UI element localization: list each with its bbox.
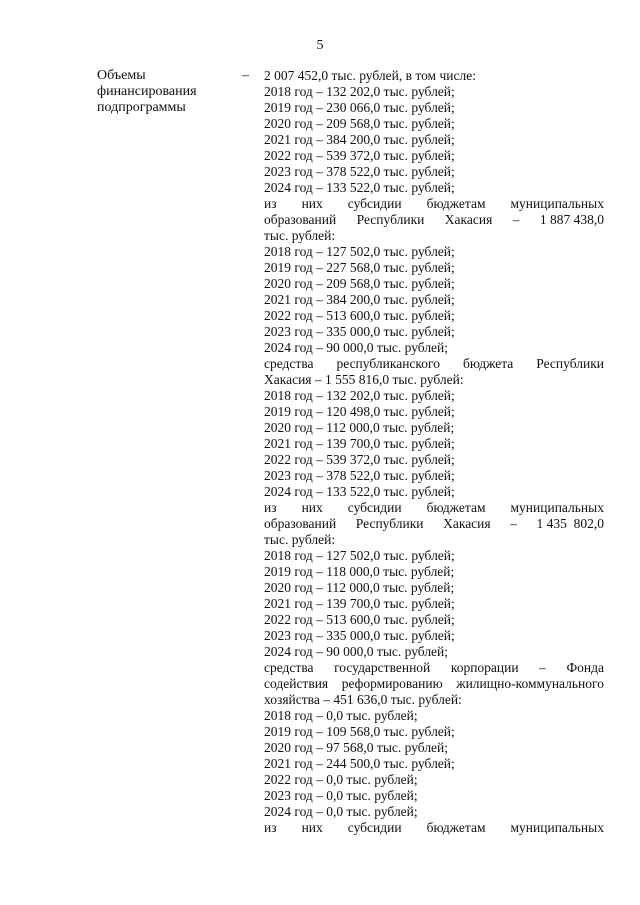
word: средства (264, 356, 314, 371)
word: муниципальных (510, 500, 604, 515)
intro-line: 2 007 452,0 тыс. рублей, в том числе: (264, 68, 476, 83)
year-line: 2019 год – 109 568,0 тыс. рублей; (264, 724, 455, 739)
subsidy-heading-line: тыс. рублей: (264, 228, 336, 243)
page-number: 5 (316, 38, 324, 53)
year-line: 2020 год – 209 568,0 тыс. рублей; (264, 276, 455, 291)
word: Республики (356, 212, 425, 227)
word: государственной (334, 660, 431, 675)
word: – (510, 516, 517, 531)
subsidy-heading-line: тыс. рублей: (264, 532, 336, 547)
word: них (301, 820, 323, 835)
subsidy-heading-line (264, 196, 604, 212)
year-line: 2023 год – 0,0 тыс. рублей; (264, 788, 418, 803)
year-line: 2018 год – 132 202,0 тыс. рублей; (264, 84, 455, 99)
word: содействия (264, 676, 329, 691)
word: образований (264, 516, 337, 531)
word: Фонда (566, 660, 604, 675)
year-line: 2021 год – 384 200,0 тыс. рублей; (264, 132, 455, 147)
word: муниципальных (510, 196, 604, 211)
word: 1 435 802,0 (536, 516, 604, 531)
subsidy-years-list (264, 548, 604, 660)
year-line: 2024 год – 90 000,0 тыс. рублей; (264, 340, 449, 355)
year-line: 2022 год – 513 600,0 тыс. рублей; (264, 612, 455, 627)
year-line: 2019 год – 227 568,0 тыс. рублей; (264, 260, 455, 275)
year-line: 2020 год – 112 000,0 тыс. рублей; (264, 420, 455, 435)
fund-heading-line: хозяйства – 451 636,0 тыс. рублей: (264, 692, 462, 707)
year-line: 2018 год – 127 502,0 тыс. рублей; (264, 244, 455, 259)
year-line: 2018 год – 127 502,0 тыс. рублей; (264, 548, 455, 563)
republic-years-list (264, 388, 604, 500)
word: бюджета (462, 356, 514, 371)
label-line: финансирования (97, 84, 197, 99)
word: – (512, 212, 520, 227)
year-line: 2019 год – 230 066,0 тыс. рублей; (264, 100, 455, 115)
republic-budget-heading-line: Хакасия – 1 555 816,0 тыс. рублей: (264, 372, 464, 387)
year-line: 2024 год – 133 522,0 тыс. рублей; (264, 180, 455, 195)
word: муниципальных (510, 820, 604, 835)
fund-heading-line (264, 660, 604, 676)
label-line: подпрограммы (97, 100, 186, 115)
year-line: 2024 год – 90 000,0 тыс. рублей; (264, 644, 449, 659)
word: средства (264, 660, 314, 675)
word: корпорации (450, 660, 519, 675)
year-line: 2023 год – 335 000,0 тыс. рублей; (264, 628, 455, 643)
word: Хакасия (443, 516, 491, 531)
word: образований (264, 212, 337, 227)
section-label (97, 68, 237, 116)
year-line: 2022 год – 513 600,0 тыс. рублей; (264, 308, 455, 323)
word: из (264, 500, 277, 515)
year-line: 2018 год – 0,0 тыс. рублей; (264, 708, 418, 723)
year-line: 2019 год – 118 000,0 тыс. рублей; (264, 564, 455, 579)
republic-budget-heading-line (264, 356, 604, 372)
year-line: 2021 год – 384 200,0 тыс. рублей; (264, 292, 455, 307)
subsidy-heading-line (264, 820, 604, 836)
year-line: 2022 год – 539 372,0 тыс. рублей; (264, 452, 455, 467)
word: реформированию (341, 676, 443, 691)
word: из (264, 820, 277, 835)
year-line: 2018 год – 132 202,0 тыс. рублей; (264, 388, 455, 403)
subsidy-heading-line (264, 516, 604, 532)
word: субсидии (347, 196, 402, 211)
word: них (301, 196, 323, 211)
word: них (301, 500, 323, 515)
year-line: 2023 год – 378 522,0 тыс. рублей; (264, 164, 455, 179)
year-line: 2023 год – 378 522,0 тыс. рублей; (264, 468, 455, 483)
word: 1 887 438,0 (539, 212, 604, 227)
word: субсидии (347, 820, 402, 835)
year-line: 2024 год – 133 522,0 тыс. рублей; (264, 484, 455, 499)
subsidy-heading-line (264, 212, 604, 228)
word: субсидии (347, 500, 402, 515)
year-line: 2020 год – 112 000,0 тыс. рублей; (264, 580, 455, 595)
year-line: 2022 год – 539 372,0 тыс. рублей; (264, 148, 455, 163)
subsidy-heading-line (264, 500, 604, 516)
word: республиканского (336, 356, 440, 371)
year-line: 2024 год – 0,0 тыс. рублей; (264, 804, 418, 819)
label-line: Объемы (97, 68, 146, 83)
word: Республики (536, 356, 604, 371)
word: бюджетам (426, 820, 486, 835)
word: – (539, 660, 546, 675)
year-line: 2020 год – 97 568,0 тыс. рублей; (264, 740, 449, 755)
fund-heading-line (264, 676, 604, 692)
total-years-list (264, 84, 604, 196)
word: Хакасия (444, 212, 493, 227)
word: жилищно-коммунального (456, 676, 604, 691)
word: из (264, 196, 277, 211)
year-line: 2023 год – 335 000,0 тыс. рублей; (264, 324, 455, 339)
fund-years-list (264, 708, 604, 820)
funding-content (264, 68, 604, 836)
subsidy-years-list (264, 244, 604, 356)
word: бюджетам (426, 196, 486, 211)
year-line: 2022 год – 0,0 тыс. рублей; (264, 772, 418, 787)
year-line: 2020 год – 209 568,0 тыс. рублей; (264, 116, 455, 131)
year-line: 2021 год – 139 700,0 тыс. рублей; (264, 436, 455, 451)
year-line: 2021 год – 244 500,0 тыс. рублей; (264, 756, 455, 771)
word: бюджетам (426, 500, 486, 515)
label-dash: – (242, 68, 249, 83)
word: Республики (355, 516, 424, 531)
year-line: 2021 год – 139 700,0 тыс. рублей; (264, 596, 455, 611)
year-line: 2019 год – 120 498,0 тыс. рублей; (264, 404, 455, 419)
